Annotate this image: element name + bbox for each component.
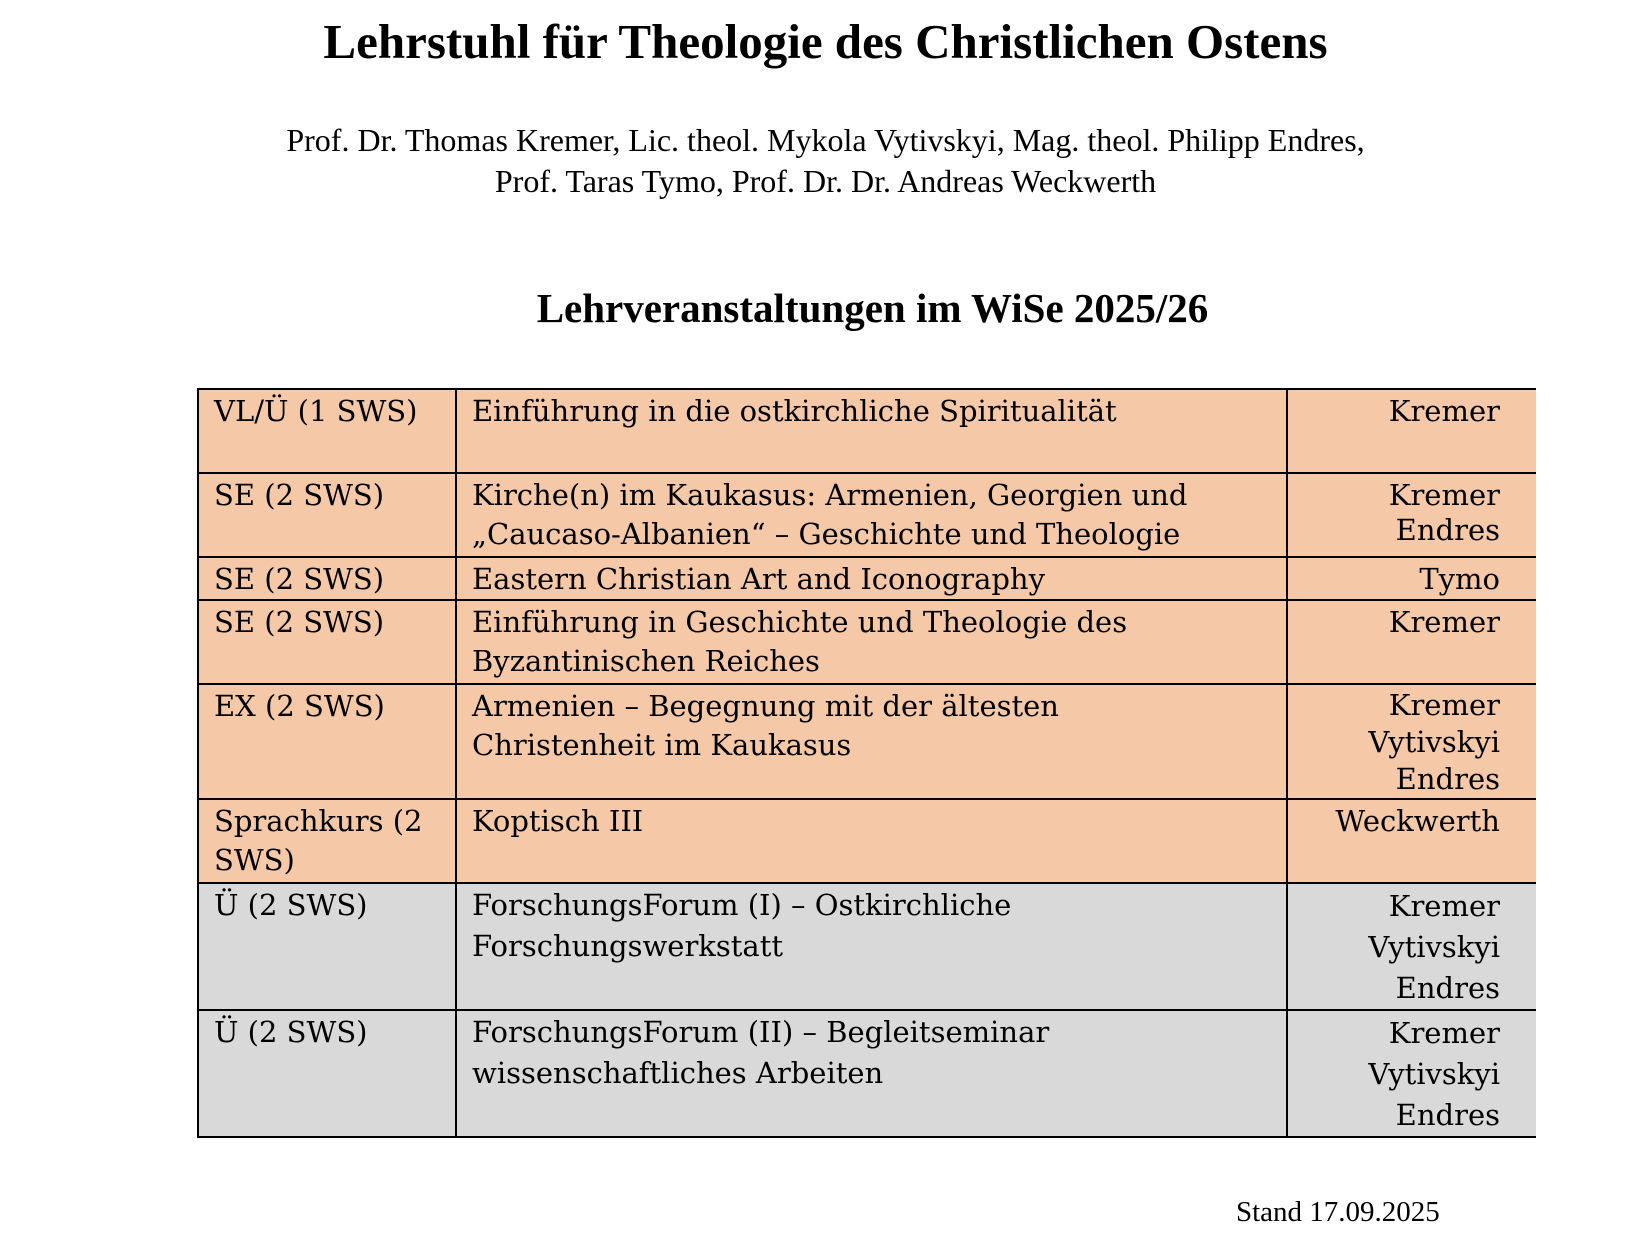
course-row: [198, 799, 1536, 883]
staff-line-1: Prof. Dr. Thomas Kremer, Lic. theol. Mykola Vytivskyi, Mag. theol. Philipp Endres,: [286, 122, 1365, 158]
course-type: SE (2 SWS): [198, 600, 456, 684]
staff-line-2: Prof. Taras Tymo, Prof. Dr. Dr. Andreas Weckwerth: [494, 163, 1157, 199]
course-lecturers: Kremer: [1287, 389, 1536, 473]
course-title: Einführung in Geschichte und Theologie des Byzantinischen Reiches: [456, 600, 1287, 684]
course-table: [197, 388, 1536, 1138]
course-title: Armenien – Begegnung mit der ältesten Christenheit im Kaukasus: [456, 684, 1287, 799]
course-type: EX (2 SWS): [198, 684, 456, 799]
course-row: [198, 883, 1536, 1010]
course-type: Ü (2 SWS): [198, 1010, 456, 1137]
course-type: Ü (2 SWS): [198, 883, 456, 1010]
course-type: SE (2 SWS): [198, 557, 456, 600]
staff-list: [0, 120, 1651, 202]
course-lecturers: Kremer Endres: [1287, 473, 1536, 557]
course-title: Eastern Christian Art and Iconography: [456, 557, 1287, 600]
course-title: Kirche(n) im Kaukasus: Armenien, Georgien und „Caucaso-Albanien“ – Geschichte und Theologie: [456, 473, 1287, 557]
course-lecturers: Kremer: [1287, 600, 1536, 684]
course-lecturers: Kremer Vytivskyi Endres: [1287, 1010, 1536, 1137]
course-row: [198, 684, 1536, 799]
status-date: Stand 17.09.2025: [1236, 1196, 1440, 1228]
course-row: [198, 473, 1536, 557]
course-lecturers: Kremer Vytivskyi Endres: [1287, 883, 1536, 1010]
course-title: Einführung in die ostkirchliche Spiritualität: [456, 389, 1287, 473]
course-row: [198, 389, 1536, 473]
semester-heading: Lehrveranstaltungen im WiSe 2025/26: [536, 285, 1209, 331]
course-row: [198, 1010, 1536, 1137]
course-type: SE (2 SWS): [198, 473, 456, 557]
page-title: Lehrstuhl für Theologie des Christlichen Ostens: [323, 14, 1328, 69]
course-lecturers: Weckwerth: [1287, 799, 1536, 883]
course-title: ForschungsForum (I) – Ostkirchliche Forschungswerkstatt: [456, 883, 1287, 1010]
course-title: ForschungsForum (II) – Begleitseminar wissenschaftliches Arbeiten: [456, 1010, 1287, 1137]
course-type: VL/Ü (1 SWS): [198, 389, 456, 473]
course-row: [198, 557, 1536, 600]
course-type: Sprachkurs (2 SWS): [198, 799, 456, 883]
course-row: [198, 600, 1536, 684]
course-title: Koptisch III: [456, 799, 1287, 883]
course-lecturers: Tymo: [1287, 557, 1536, 600]
course-lecturers: Kremer Vytivskyi Endres: [1287, 684, 1536, 799]
